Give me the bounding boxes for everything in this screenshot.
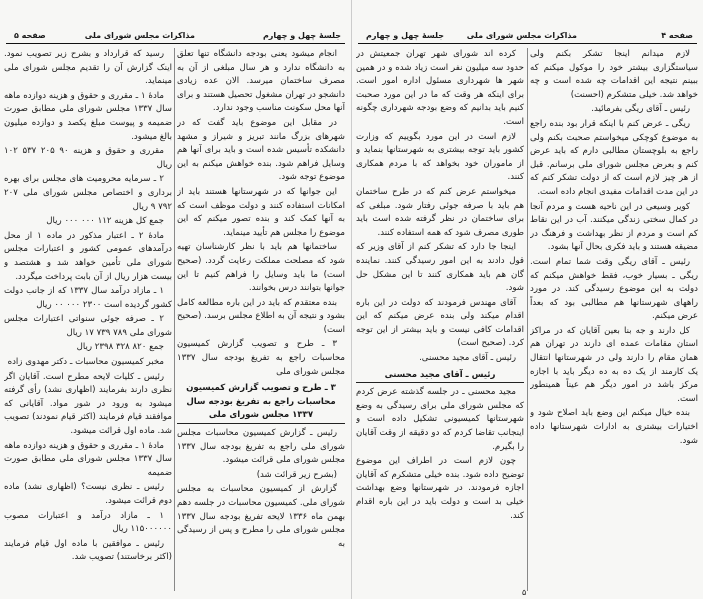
column-divider	[174, 48, 175, 591]
paragraph: رئیس ـ موافقین با ماده اول قیام فرمایند (اکثر برخاستند) تصویب شد.	[4, 538, 172, 563]
paragraph: جمع ۸۲۰ ۳۲۸ ۲۳۹۸ ریال	[76, 342, 164, 353]
paragraph: (بشرح زیر قرائت شد)	[256, 469, 337, 480]
page-number-label: صفحه ۴	[661, 31, 693, 40]
paragraph: مجید محسنی ـ در جلسه گذشته عرض کردم که مجلس شورای ملی برای رسیدگی به وضع شهرستانها کمیسیونی تشکیل داده است و اینجانب تقاضا کردم که دو دقیقه از وقت آقایان را بگیرم.	[356, 387, 524, 452]
paragraph: چون لازم است در اطراف این موضوع توضیح داده شود. بنده خیلی متشکرم که آقایان اجازه فرمودند. در شهرستانها وضع بهداشت خیلی بد است و دولت باید در این باره اقدام کند.	[356, 456, 524, 521]
paragraph: کل دارند و جه بنا بعین آقایان که در مراکز استان مقامات عمده ای دارند در تهران هم همان مقام را دارند ولی در شهرستانها انتقال یک کارمند از یک ده به ده دیگر باید با اجازه مرکز باشد در امور دیگر هم عیناً همینطور است.	[530, 325, 698, 404]
paragraph: رئیس ـ آقای ریگی بفرمائید.	[591, 104, 690, 115]
page-footer-number: ۵	[522, 588, 527, 597]
text-column	[177, 48, 345, 593]
text-column	[4, 48, 172, 593]
section-heading: رئیس ـ آقای مجید محسنی	[356, 369, 524, 384]
paragraph: ۳ ـ طرح و تصویب گزارش کمیسیون محاسبات راجع به تفریغ بودجه سال ۱۳۳۷ مجلس شورای ملی	[177, 339, 345, 377]
paragraph: ریگی ـ عرض کنم با اینکه قرار بود بنده راجع به موضوع کوچکی میخواستم صحبت بکنم ولی راجع به بلوچستان مطالبی دارم که باید عرض کنم و بعرض مجلس شورای ملی برسانم. قبل از هر چیز لازم است که از دولت تشکر کنم که در این مدت اقدامات مفیدی انجام داده است.	[530, 118, 698, 197]
publication-title: مذاکرات مجلس شورای ملی	[84, 31, 195, 40]
paragraph: جمع کل هزینه ۱۱۲ ۰۰۰ ۰۰۰ ریال	[46, 216, 164, 227]
paragraph: کویر وسیعی در این ناحیه هست و مردم آنجا در کمال سختی زندگی میکنند. آب در این نقاط کم است و مردم از نظر بهداشت و فرهنگ در مضیقه هستند و باید فکری بحال آنها بشود.	[530, 201, 698, 253]
section-heading: ۳ ـ طرح و تصویب گزارش کمیسیون محاسبات راجع به تفریغ بودجه سال ۱۳۳۷ مجلس شورای ملی	[177, 382, 345, 424]
paragraph: رسید که قرارداد و بشرح زیر تصویب نمود. اینک گزارش آن را تقدیم مجلس شورای ملی مینماید.	[4, 49, 172, 87]
session-label: جلسهٔ چهل و چهارم	[262, 31, 341, 40]
session-label: جلسهٔ چهل و چهارم	[366, 31, 445, 40]
left-page	[0, 0, 351, 599]
paragraph: مادهٔ ۱ ـ مقرری و حقوق و هزینه دوازده ماهه سال ۱۳۳۷ مجلس شورای ملی مطابق صورت ضمیمه و پیوست مبلغ یکصد و دوازده میلیون بالغ میشود.	[4, 90, 172, 142]
column-divider	[527, 48, 528, 591]
paragraph: ۱ ـ مازاد درآمد سال ۱۳۳۷ که از جانب دولت کشور گردیده است ۲۳۰۰ ۰۰۰ ۰۰ ریال	[4, 286, 172, 310]
paragraph: لازم است در این مورد بگوییم که وزارت کشور باید توجه بیشتری به شهرستانها بنماید و از ماموران خود بخواهد که با مردم همکاری کنند.	[356, 131, 524, 183]
paragraph: بنده خیال میکنم این وضع باید اصلاح شود و اختیارات بیشتری به ادارات شهرستانها داده شود.	[530, 408, 698, 446]
paragraph: ۲ ـ سرمایه محرومیت های مجلس برای بهره برداری و اختصاص مجلس شورای ملی ۲۰۷ ۷۹۲ ۹ ریال	[4, 174, 172, 212]
paragraph: این جوانها که در شهرستانها هستند باید از امکانات استفاده کنند و دولت موظف است که به آنها کمک کند و بنده تصور میکنم که این موضوع را مجلس هم تأیید مینماید.	[177, 186, 345, 238]
paragraph: مادهٔ ۲ ـ اعتبار مذکور در ماده ۱ از محل درآمدهای عمومی کشور و اعتبارات مجلس شورای ملی تأمین خواهد شد و هشتصد و بیست هزار ریال از آن بابت پرداخت میگردد.	[4, 230, 172, 282]
paragraph: در مقابل این موضوع باید گفت که در شهرهای بزرگ مانند تبریز و شیراز و مشهد دانشکده تأسیس شده است و باید برای آنها هم وسایل فراهم شود. بنده خواهش میکنم به این موضوع توجه شود.	[177, 117, 345, 183]
paragraph: مقرری و حقوق و هزینه ۹۰ ۲۰۵ ۵۳۷ ۱۰۲ ریال	[4, 146, 172, 170]
paragraph: ۲ ـ صرفه جوئی سنواتی اعتبارات مجلس شورای ملی ۷۸۹ ۷۳۹ ۱۷ ریال	[4, 314, 172, 338]
paragraph: کرده اند شورای شهر تهران جمعیتش در حدود سه میلیون نفر است زیاد شده و در همین شهر ها شهرداری مسئول اداره امور است. برای اینکه هر وقت که ما در این مورد صحبت کنیم باید بدانیم که وضع بودجه شهرداری چگونه است.	[356, 49, 524, 127]
paragraph: آقای مهندس فرمودند که دولت در این باره اقدام میکند ولی بنده عرض میکنم که این اقدامات کافی نیست و باید بیشتر از این توجه کرد. (صحیح است)	[356, 297, 524, 349]
paragraph: میخواستم عرض کنم که در طرح ساختمان هم باید با صرفه جوئی رفتار شود. مبلغی که برای ساختمان در نظر گرفته شده است باید طوری مصرف شود که همه استفاده کنند.	[356, 186, 524, 238]
paragraph: رئیس ـ نظری نیست؟ (اظهاری نشد) ماده دوم قرائت میشود.	[4, 482, 172, 506]
paragraph: انجام میشود یعنی بودجه دانشگاه تنها تعلق به دانشگاه ندارد و هر سال مبلغی از آن به مصرف ساختمان میرسد. الان عده زیادی دانشجو در تهران مشغول تحصیل هستند و برای آنها محل سکونت مناسب وجود ندارد.	[177, 49, 345, 114]
paragraph: اینجا جا دارد که تشکر کنم از آقای وزیر که قول دادند به این امور رسیدگی کنند. نماینده گان هم باید همکاری کنند تا این مشکل حل شود.	[356, 242, 524, 294]
paragraph: بنده معتقدم که باید در این باره مطالعه کامل بشود و نتیجه آن به اطلاع مجلس برسد. (صحیح است)	[177, 297, 345, 335]
text-column	[356, 48, 524, 593]
page-header	[6, 31, 345, 44]
paragraph: گزارش از کمیسیون محاسبات به مجلس شورای ملی. کمیسیون محاسبات در جلسه دهم بهمن ماه ۱۳۳۶ لایحه تفریغ بودجه سال ۱۳۳۷ مجلس شورای ملی را مطرح و پس از رسیدگی به	[177, 484, 345, 549]
paragraph: مخبر کمیسیون محاسبات ـ دکتر مهدوی زاده	[7, 357, 164, 368]
publication-title: مذاکرات مجلس شورای ملی	[466, 31, 577, 40]
paragraph: ساختمانها هم باید با نظر کارشناسان تهیه شود که مصلحت مملکت رعایت گردد. (صحیح است) ما باید وسایل را فراهم کنیم تا این جوانها بتوانند درس بخوانند.	[177, 242, 345, 294]
paragraph: رئیس ـ کلیات لایحه مطرح است. آقایان اگر نظری دارند بفرمایند (اظهاری نشد) رأی گرفته میشود به ورود در شور مواد. آقایانی که موافقند قیام فرمایند (اکثر قیام نمودند) تصویب شد. ماده اول قرائت میشود.	[4, 371, 172, 437]
text-column	[530, 48, 698, 593]
paragraph: مادهٔ ۱ ـ مقرری و حقوق و هزینه دوازده ماهه سال ۱۳۳۷ مجلس شورای ملی مطابق صورت ضمیمه	[4, 440, 172, 478]
page-number-label: صفحه ۵	[14, 31, 46, 40]
paragraph: رئیس ـ آقای مجید محسنی.	[419, 353, 516, 364]
page-header	[358, 31, 697, 44]
paragraph: رئیس ـ آقای ریگی وقت شما تمام است. ریگی ـ بسیار خوب، فقط خواهش میکنم که دولت به این موضوع رسیدگی کند. در مورد راههای شهرستانها هم مطالبی بود که بعداً عرض میکنم.	[530, 256, 698, 322]
paragraph: رئیس ـ گزارش کمیسیون محاسبات مجلس شورای ملی راجع به تفریغ بودجه سال ۱۳۳۷ مجلس شورای ملی قرائت میشود.	[177, 428, 345, 466]
paragraph: لازم میدانم اینجا تشکر بکنم ولی سیاستگزاری بیشتر خود را موکول میکنم که ببینم نتیجه این اقدامات چه شده است و چه خواهد شد. خیلی متشکرم (احسنت)	[530, 49, 698, 100]
right-page	[352, 0, 703, 599]
paragraph: ۱ ـ مازاد درآمد و اعتبارات مصوب ۱۱۵۰۰۰۰۰۰ ریال	[4, 510, 172, 535]
